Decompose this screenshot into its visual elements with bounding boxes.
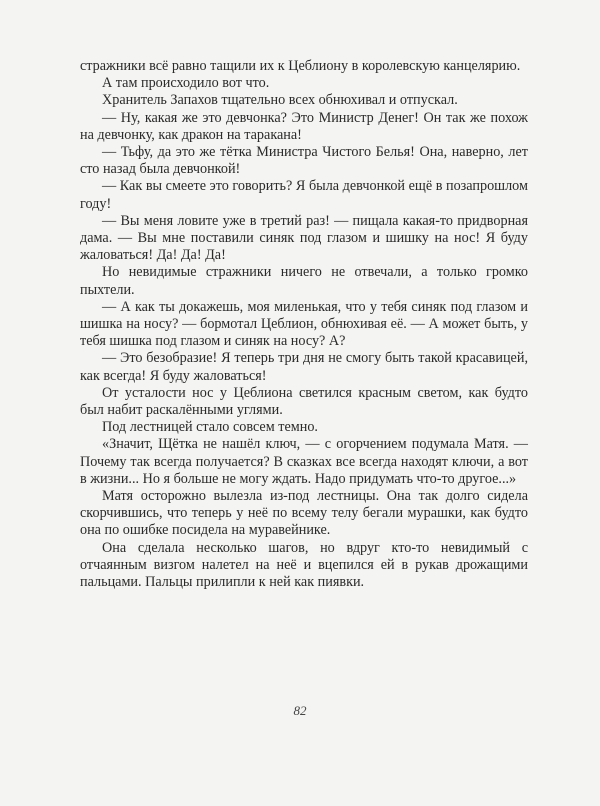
paragraph-15: Она сделала несколько шагов, но вдруг кто-то невидимый с отчаянным визгом налетел на неё и вцепился ей в рукав дрожащими пальцами. Пальцы прилипли к ней как пиявки. (80, 539, 528, 591)
paragraph-10: — Это безобразие! Я теперь три дня не смогу быть такой красавицей, как всегда! Я буду жаловаться! (80, 350, 528, 384)
paragraph-13: «Значит, Щётка не нашёл ключ, — с огорчением подумала Матя. — Почему так всегда получается? В сказках все всегда находят ключи, а вот в жизни... Но я больше не могу ждать. Надо придумать что-то другое...» (80, 436, 528, 487)
paragraph-14: Матя осторожно вылезла из-под лестницы. Она так долго сидела скорчившись, что теперь у неё по всему телу бегали мурашки, как будто она по ошибке посидела на муравейнике. (80, 488, 528, 539)
paragraph-2: А там происходило вот что. (102, 75, 270, 92)
page-number: 82 (293, 703, 307, 718)
paragraph-12: Под лестницей стало совсем темно. (102, 419, 318, 436)
paragraph-8: Но невидимые стражники ничего не отвечали, а только громко пыхтели. (80, 264, 528, 298)
paragraph-11: От усталости нос у Цеблиона светился красным светом, как будто был набит раскалёнными углями. (80, 384, 528, 419)
paragraph-7: — Вы меня ловите уже в третий раз! — пищала какая-то придворная дама. — Вы мне поставили синяк под глазом и шишку на нос! Я буду жаловаться! Да! Да! Да! (80, 212, 528, 264)
paragraph-6: — Как вы смеете это говорить? Я была девчонкой ещё в позапрошлом году! (80, 178, 528, 212)
page-body (80, 58, 528, 591)
paragraph-3: Хранитель Запахов тщательно всех обнюхивал и отпускал. (102, 92, 458, 109)
paragraph-1: стражники всё равно тащили их к Цеблиону в королевскую канцелярию. (80, 58, 521, 74)
paragraph-4: — Ну, какая же это девчонка? Это Министр Денег! Он так же похож на девчонку, как дракон на таракана! (80, 109, 528, 143)
paragraph-9: — А как ты докажешь, моя миленькая, что у тебя синяк под глазом и шишка на носу? — бормотал Цеблион, обнюхивая её. — А может быть, у тебя шишка под глазом и синяк на носу? А? (80, 298, 528, 350)
paragraph-5: — Тьфу, да это же тётка Министра Чистого Белья! Она, наверно, лет сто назад была девчонкой! (80, 144, 528, 178)
